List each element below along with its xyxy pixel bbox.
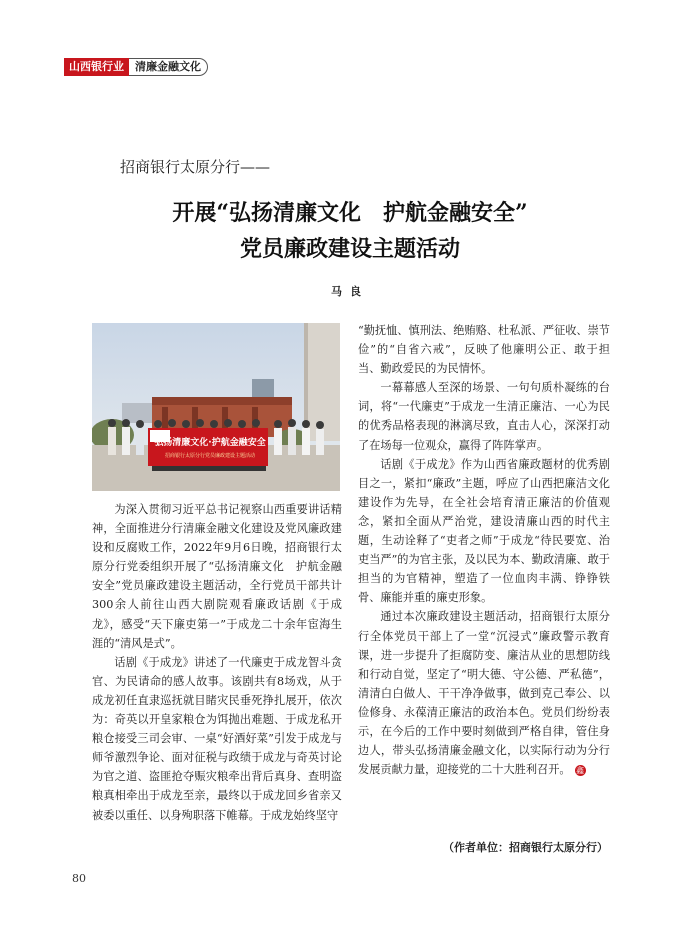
article-title-line2: 党员廉政建设主题活动 bbox=[239, 236, 460, 262]
body-paragraph: 为深入贯彻习近平总书记视察山西重要讲话精神，全面推进分行清廉金融文化建设及党风廉政建设和反腐败工作，2022年9月6日晚，招商银行太原分行党委组织开展了“弘扬清廉文化 护航金融安全”党员廉政建设主题活动，全行党员干部共计300余人前往山西大剧院观看廉政话剧《于成龙》，感受“天下廉吏第一”于成龙二十余年宦海生涯的“清风是式”。 bbox=[92, 503, 342, 650]
banner-text: 弘扬清廉文化·护航金融安全 bbox=[154, 438, 266, 448]
paragraph-text: 通过本次廉政建设主题活动，招商银行太原分行全体党员干部上了一堂“沉浸式”廉政警示教育课，进一步提升了拒腐防变、廉洁从业的思想防线和行动自觉，坚定了“明大德、守公德、严私德”，清清白白做人、干干净净做事，做到克己奉公、以俭修身、永葆清正廉洁的政治本色。党员们纷纷表示，在今后的工作中要时刻做到严格自律，管住身边人，带头弘扬清廉金融文化，以实际行动为分行发展贡献力量，迎接党的二十大胜利召开。 bbox=[358, 610, 610, 777]
group-photo-illustration bbox=[92, 323, 340, 491]
body-paragraph bbox=[358, 321, 610, 378]
page-number: 80 bbox=[72, 872, 86, 885]
paragraph-text: 话剧《于成龙》作为山西省廉政题材的优秀剧目之一，紧扣“廉政”主题，呼应了山西把廉洁文化建设作为先导，在全社会培育清正廉洁的价值观念，紧扣全面从严治党，建设清廉山西的时代主题，生动诠释了“吏者之师”于成龙“待民要宽、治吏当严”的为官主张，及以民为本、勤政清廉、敢于担当的为官精神，塑造了一位血肉丰满、铮铮铁骨、廉能并重的廉吏形象。 bbox=[358, 457, 610, 605]
section-label: 清廉金融文化 bbox=[129, 58, 208, 76]
event-group-photo bbox=[92, 323, 340, 491]
body-paragraph: 话剧《于成龙》讲述了一代廉吏于成龙智斗贪官、为民请命的感人故事。该剧共有8场戏，从于成龙初任直隶巡抚就目睹灾民垂死挣扎展开，依次为：奇英以开皇家粮仓为饵抛出难题、于成龙私开粮仓接受三司会审、一桌“好酒好菜”引发于成龙与师爷激烈争论、面对征税与政绩于成龙与奇英讨论为官之道、盗匪抢夺赈灾粮牵出背后真身、查明盗粮真相牵出于成龙至亲，最终以于成龙回乡省亲又被委以重任、以身殉职落下帷幕。于成龙始终坚守 bbox=[92, 655, 342, 822]
right-column bbox=[358, 321, 610, 779]
article-author: 马良 bbox=[331, 285, 369, 298]
banner-subtext: 招商银行太原分行党员廉政建设主题活动 bbox=[164, 453, 256, 459]
body-paragraph bbox=[358, 607, 610, 779]
article-title-line1: 开展“弘扬清廉文化 护航金融安全” bbox=[172, 200, 528, 226]
paragraph-text: “勤抚恤、慎刑法、绝贿赂、杜私派、严征收、崇节俭”的“自省六戒”，反映了他廉明公正、敢于担当、勤政爱民的为民情怀。 bbox=[358, 324, 610, 376]
left-column bbox=[92, 500, 342, 825]
article-subtitle: 招商银行太原分行—— bbox=[120, 158, 271, 176]
author-affiliation: （作者单位：招商银行太原分行） bbox=[443, 841, 608, 854]
column-header-tag bbox=[64, 58, 208, 76]
paragraph-text: 一幕幕感人至深的场景、一句句质朴凝练的台词，将“一代廉吏”于成龙一生清正廉洁、一心为民的优秀品格表现的淋漓尽致，直击人心，深深打动了在场每一位观众，赢得了阵阵掌声。 bbox=[358, 381, 610, 452]
body-paragraph bbox=[358, 455, 610, 608]
column-label: 山西银行业 bbox=[64, 58, 129, 76]
body-paragraph bbox=[358, 378, 610, 454]
end-mark-icon: 鑫 bbox=[576, 765, 585, 775]
